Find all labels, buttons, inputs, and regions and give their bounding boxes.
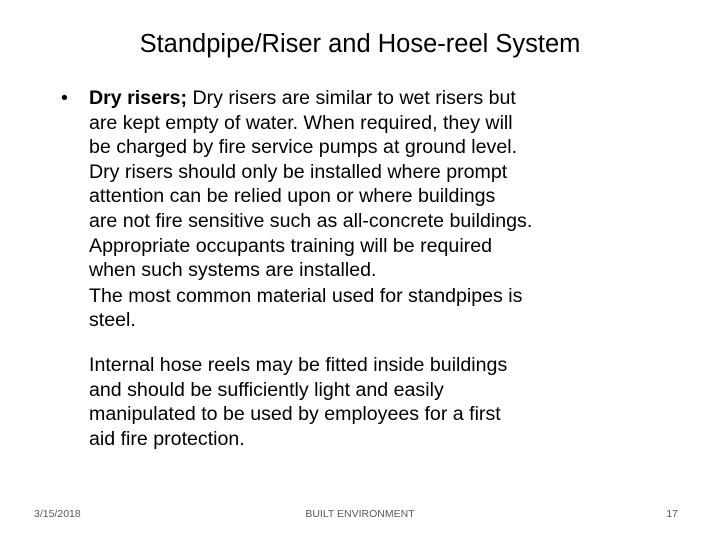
paragraph-line: aid fire protection. — [89, 427, 245, 450]
paragraph-dry-risers — [89, 86, 689, 283]
paragraph-line: attention can be relied upon or where buildings — [89, 185, 496, 208]
paragraph-line: are kept empty of water. When required, they will — [89, 111, 513, 134]
footer-date: 3/15/2018 — [34, 508, 81, 520]
bullet-dry-risers — [61, 86, 689, 283]
paragraph-line: steel. — [89, 309, 136, 332]
slide-body — [61, 86, 689, 451]
paragraph-line: and should be sufficiently light and easily — [89, 378, 444, 401]
lead-term: Dry risers; — [89, 87, 188, 109]
paragraph-line: manipulated to be used by employees for a first — [89, 403, 501, 426]
paragraph-line: are not fire sensitive such as all-concrete buildings. — [89, 209, 533, 232]
paragraph-line: Dry risers should only be installed where prompt — [89, 160, 508, 183]
slide-title: Standpipe/Riser and Hose-reel System — [139, 30, 581, 58]
paragraph-standpipe-material — [89, 284, 689, 333]
paragraph-line: Internal hose reels may be fitted inside buildings — [89, 353, 508, 376]
paragraph-line: be charged by fire service pumps at ground level. — [89, 136, 518, 159]
line-text: Dry risers are similar to wet risers but — [187, 87, 516, 109]
paragraph-line — [89, 86, 689, 111]
paragraph-line: Appropriate occupants training will be required — [89, 234, 492, 257]
paragraph-line: The most common material used for standpipes is — [89, 284, 523, 307]
paragraph-line: when such systems are installed. — [89, 259, 377, 282]
footer-page-number: 17 — [666, 508, 678, 520]
paragraph-hose-reels — [89, 353, 689, 451]
bullet-marker: • — [61, 87, 68, 109]
footer-title: BUILT ENVIRONMENT — [305, 508, 415, 520]
